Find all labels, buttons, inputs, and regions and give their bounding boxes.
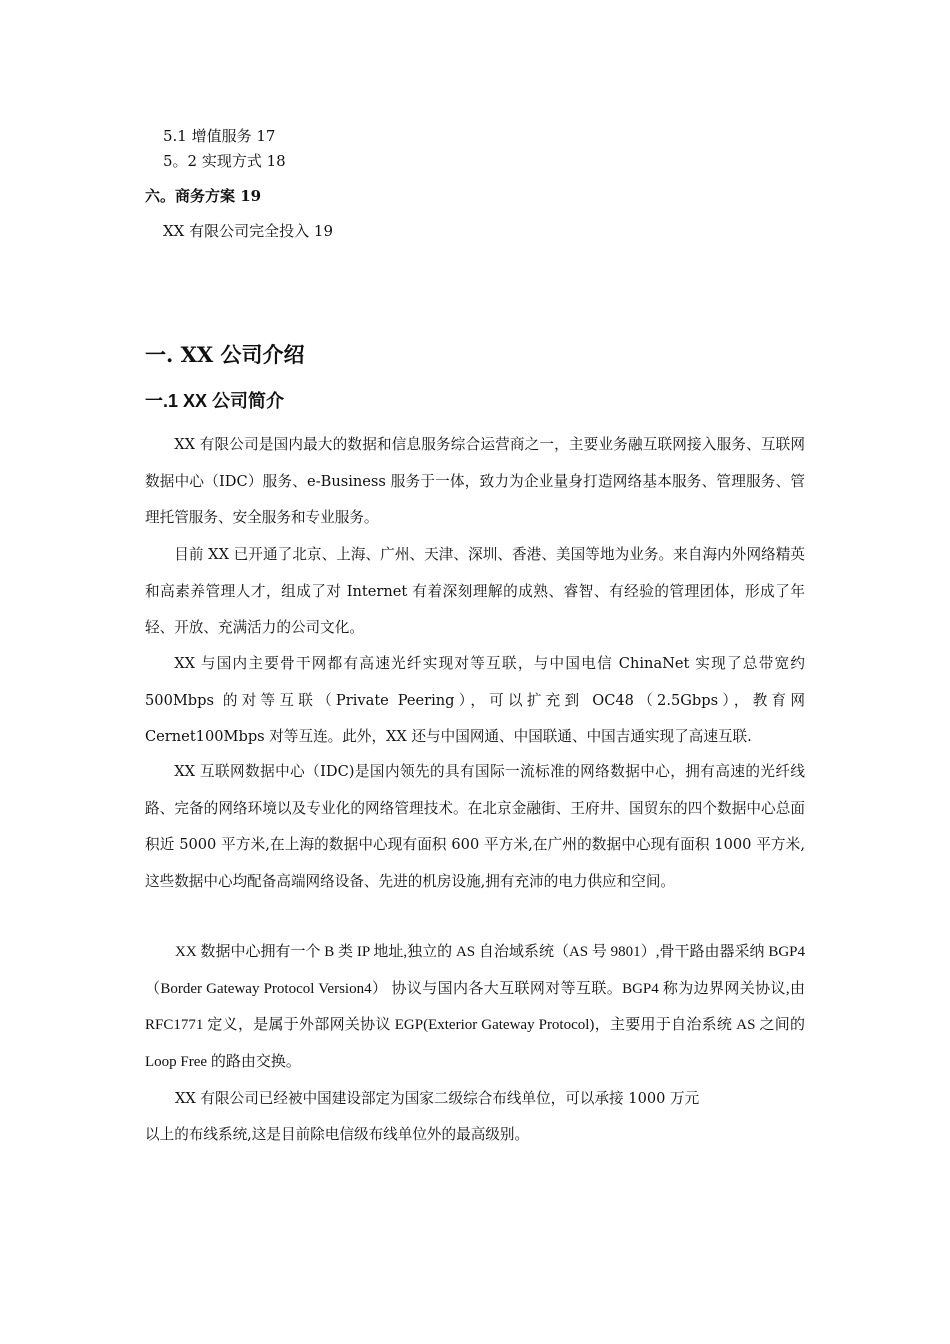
toc-item-5-1[interactable]: 5.1 增值服务 17 [163,127,276,145]
paragraph-coverage-team: 目前 XX 已开通了北京、上海、广州、天津、深圳、香港、美国等地为业务。来自海内外网络精英和高素养管理人才，组成了对 Internet 有着深刻理解的成熟、睿智、有经验的管理团体，形成了年轻、开放、充满活力的公司文化。 [145,546,805,636]
toc-item-chapter-6[interactable]: 六。商务方案 19 [145,187,262,205]
paragraph-line: XX 有限公司已经被中国建设部定为国家二级综合布线单位，可以承接 1000 万元 [175,1090,700,1107]
paragraph-line: 以上的布线系统,这是目前除电信级布线单位外的最高级别。 [145,1126,530,1143]
paragraph-interconnection: XX 与国内主要骨干网都有高速光纤实现对等互联，与中国电信 ChinaNet 实现了总带宽约 500Mbps 的对等互联（Private Peering），可以扩充到 OC48（2.5Gbps），教育网 Cernet100Mbps 对等互连。此外，XX 还与中国网通、中国联通、中国吉通实现了高速互联. [145,655,805,745]
paragraph-cabling-qualification [145,1081,805,1153]
toc-item-investment[interactable]: XX 有限公司完全投入 19 [163,222,333,240]
section-heading-company-intro: 一. XX 公司介绍 [145,342,305,367]
paragraph-business-overview: XX 有限公司是国内最大的数据和信息服务综合运营商之一，主要业务融互联网接入服务、互联网数据中心（IDC）服务、e-Business 服务于一体，致力为企业量身打造网络基本服务、管理服务、管理托管服务、安全服务和专业服务。 [145,436,805,526]
paragraph-bgp: XX 数据中心拥有一个 B 类 IP 地址,独立的 AS 自治域系统（AS 号 9801）,骨干路由器采纳 BGP4 （Border Gateway Protocol Version4） 协议与国内各大互联网对等互联。BGP4 称为边界网关协议,由 RFC1771 定义，是属于外部网关协议 EGP(Exterior Gateway Protocol)，主要用于自治系统 AS 之间的 Loop Free 的路由交换。 [145,944,805,1070]
subsection-heading-company-profile: 一.1 XX 公司简介 [145,391,285,411]
paragraph-idc: XX 互联网数据中心（IDC)是国内领先的具有国际一流标准的网络数据中心，拥有高速的光纤线路、完备的网络环境以及专业化的网络管理技术。在北京金融街、王府井、国贸东的四个数据中心总面积近 5000 平方米,在上海的数据中心现有面积 600 平方米,在广州的数据中心现有面积 1000 平方米,这些数据中心均配备高端网络设备、先进的机房设施,拥有充沛的电力供应和空间。 [145,763,805,890]
toc-item-5-2[interactable]: 5。2 实现方式 18 [163,152,286,170]
